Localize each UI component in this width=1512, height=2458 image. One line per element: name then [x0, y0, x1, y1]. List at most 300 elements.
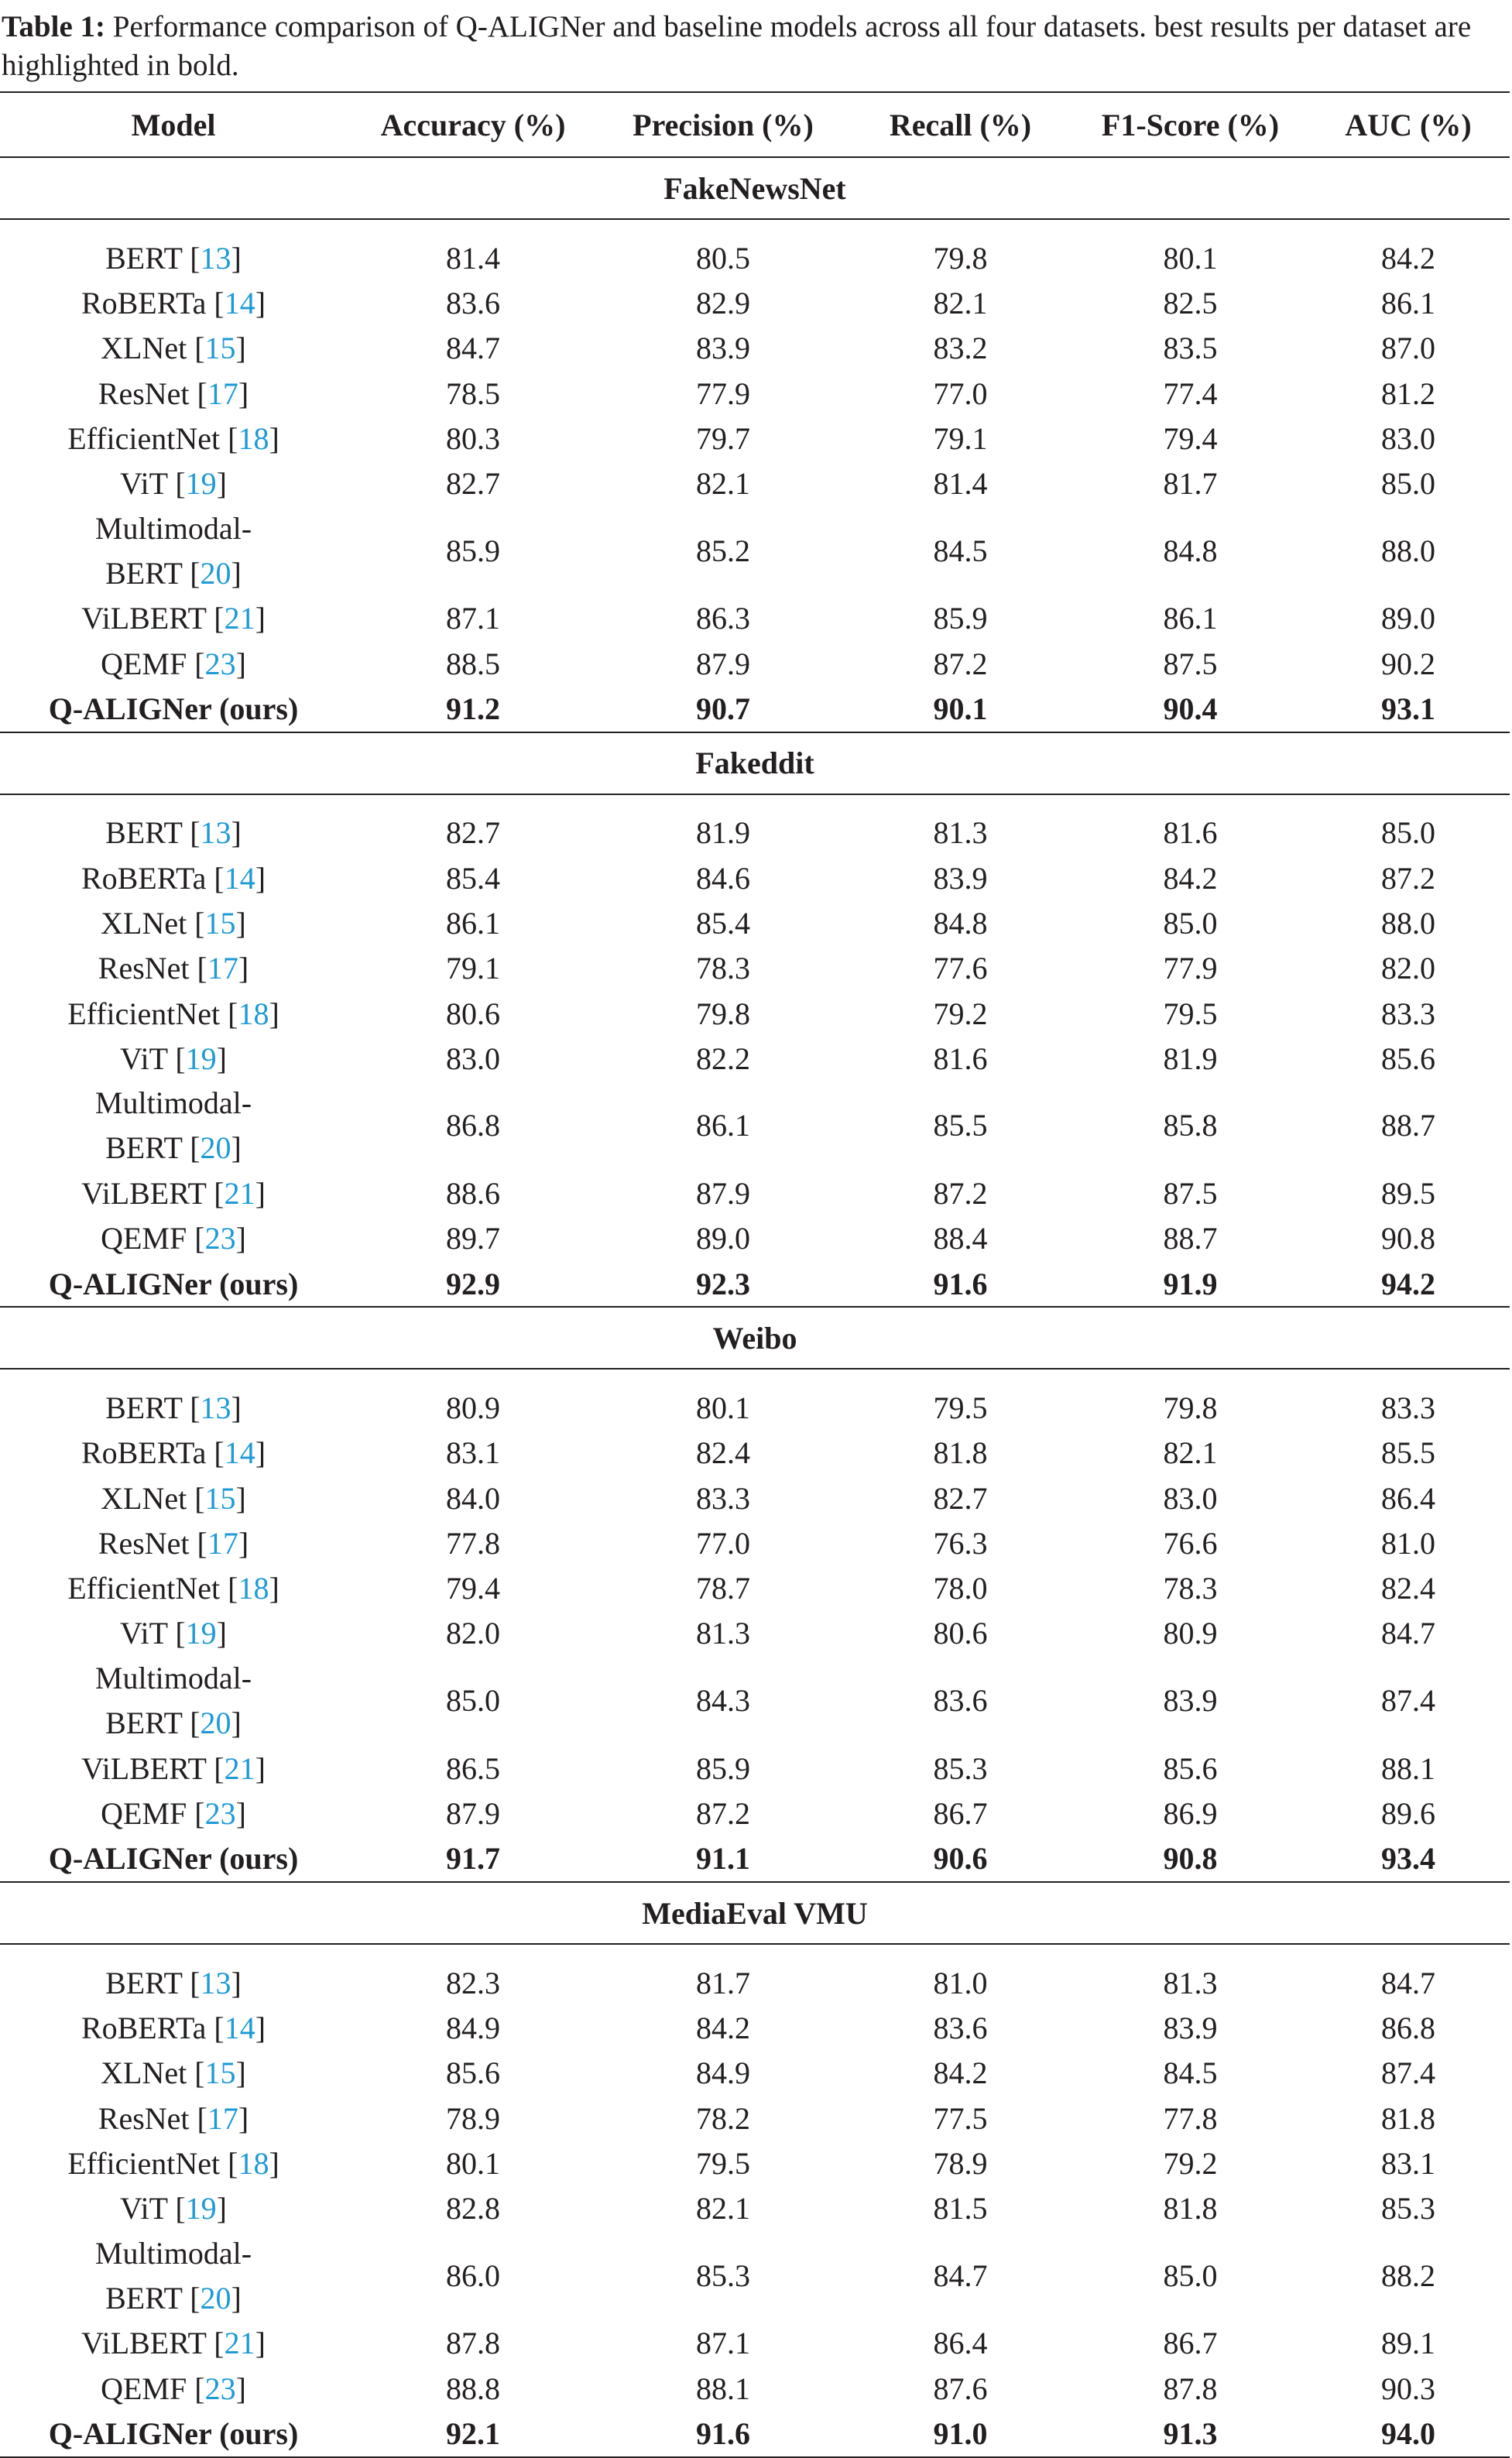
table-row: [0, 1476, 1510, 1520]
auc-cell: 87.4: [1381, 2055, 1435, 2091]
accuracy-cell: 82.8: [446, 2191, 500, 2227]
table-body: [0, 157, 1510, 2457]
section-title: FakeNewsNet: [0, 157, 1510, 219]
model-cell: XLNet [15]: [101, 2055, 246, 2091]
model-name: XLNet: [101, 2055, 187, 2091]
model-cell: XLNet [15]: [101, 905, 246, 941]
auc-cell: 88.7: [1381, 1108, 1435, 1143]
table-row: [0, 1431, 1510, 1476]
auc-cell: 84.7: [1381, 1616, 1435, 1651]
table-row: [0, 1036, 1510, 1081]
recall-cell: 79.1: [933, 420, 988, 456]
header-recall: Recall (%): [847, 92, 1074, 157]
f1-cell: 83.0: [1163, 1480, 1218, 1516]
model-cell: ViLBERT [21]: [81, 1176, 266, 1212]
model-name: Multimodal-: [94, 2235, 252, 2271]
recall-cell: 84.8: [933, 905, 988, 941]
precision-cell: 77.0: [696, 1525, 750, 1561]
model-name: Multimodal-: [94, 510, 252, 546]
auc-cell: 81.0: [1381, 1525, 1435, 1561]
f1-cell: 87.5: [1163, 1176, 1218, 1212]
citation-link[interactable]: 19: [185, 2191, 217, 2227]
table-row: [0, 2321, 1510, 2366]
citation-link[interactable]: 15: [204, 905, 236, 941]
table-row: [0, 2005, 1510, 2050]
model-cell: [0, 1261, 347, 1307]
precision-cell: 80.1: [696, 1390, 750, 1425]
recall-cell: 83.9: [933, 860, 988, 896]
auc-cell: 83.1: [1381, 2145, 1435, 2181]
accuracy-cell: 82.7: [446, 466, 500, 502]
model-cell: RoBERTa [14]: [81, 2010, 266, 2045]
precision-cell: 82.2: [696, 1040, 750, 1076]
accuracy-cell: 78.5: [446, 375, 500, 411]
table-row: [0, 1611, 1510, 1656]
precision-cell: 83.9: [696, 331, 750, 366]
model-cell: ViLBERT [21]: [81, 601, 266, 636]
model-name: ViT: [120, 466, 168, 502]
citation-link[interactable]: 20: [200, 1130, 231, 1166]
citation-link[interactable]: 21: [224, 601, 255, 636]
table-row: [0, 371, 1510, 416]
recall-cell: 78.9: [933, 2145, 988, 2181]
model-name: EfficientNet: [67, 996, 221, 1031]
recall-cell: 79.5: [933, 1390, 988, 1425]
accuracy-cell: 84.9: [446, 2010, 500, 2045]
section-row: [0, 157, 1510, 219]
f1-cell: 76.6: [1163, 1525, 1218, 1561]
precision-cell: 91.1: [599, 1836, 847, 1882]
table-row: [0, 326, 1510, 371]
model-cell: ResNet [17]: [98, 375, 249, 411]
table-row: [0, 2096, 1510, 2141]
precision-cell: 81.7: [696, 1965, 750, 2000]
precision-cell: 90.7: [599, 686, 847, 732]
table-row: [0, 1656, 1510, 1746]
model-name: ResNet: [98, 2100, 190, 2136]
citation-link[interactable]: 21: [224, 1176, 255, 1212]
auc-cell: 85.0: [1381, 815, 1435, 851]
auc-cell: 94.0: [1307, 2411, 1510, 2456]
auc-cell: 85.5: [1381, 1435, 1435, 1471]
table-row: [0, 506, 1510, 596]
model-name: EfficientNet: [67, 420, 221, 456]
precision-cell: 87.2: [696, 1796, 750, 1832]
f1-cell: 82.1: [1163, 1435, 1218, 1471]
caption-text: Performance comparison of Q-ALIGNer and baseline models across all four datasets. best results per dataset are highlighted in bold.: [2, 10, 1472, 82]
model-name: ResNet: [98, 951, 190, 986]
model-name-continued: BERT: [105, 1706, 183, 1741]
accuracy-cell: 85.0: [446, 1683, 500, 1719]
header-model: Model: [0, 92, 347, 157]
citation-link[interactable]: 17: [207, 2100, 238, 2136]
precision-cell: 84.9: [696, 2055, 750, 2091]
accuracy-cell: 77.8: [446, 1525, 500, 1561]
section-row: [0, 732, 1510, 794]
model-cell: EfficientNet [18]: [67, 420, 279, 456]
table-row: [0, 2366, 1510, 2411]
model-cell: EfficientNet [18]: [67, 996, 279, 1031]
header-auc: AUC (%): [1307, 92, 1510, 157]
recall-cell: 87.6: [933, 2371, 988, 2406]
accuracy-cell: 88.6: [446, 1176, 500, 1212]
recall-cell: 87.2: [933, 646, 988, 681]
model-cell: ResNet [17]: [98, 1525, 249, 1561]
model-cell: ViT [19]: [120, 1616, 227, 1651]
citation-link[interactable]: 15: [204, 1480, 236, 1516]
table-caption: [2, 8, 1507, 85]
table-row: [0, 219, 1510, 280]
model-cell: QEMF [23]: [101, 1221, 246, 1256]
f1-cell: 87.5: [1163, 646, 1218, 681]
f1-cell: 80.9: [1163, 1616, 1218, 1651]
model-name-continued: BERT: [105, 1130, 183, 1166]
model-name: Q-ALIGNer (ours): [48, 1841, 299, 1877]
f1-cell: 85.8: [1163, 1108, 1218, 1143]
precision-cell: 78.3: [696, 951, 750, 986]
auc-cell: 90.3: [1381, 2371, 1435, 2406]
precision-cell: 86.3: [696, 601, 750, 636]
table-row: [0, 2141, 1510, 2185]
table-row: [0, 2231, 1510, 2321]
model-cell: ViT [19]: [120, 2191, 227, 2227]
citation-link[interactable]: 20: [200, 555, 231, 591]
recall-cell: 79.2: [933, 996, 988, 1031]
precision-cell: 85.4: [696, 905, 750, 941]
section-row: [0, 1307, 1510, 1369]
citation-link[interactable]: 18: [238, 1571, 269, 1606]
model-cell: BERT [13]: [105, 1390, 242, 1425]
precision-cell: 82.4: [696, 1435, 750, 1471]
model-name: RoBERTa: [81, 2010, 207, 2045]
model-cell: Multimodal- BERT [20]: [94, 510, 252, 591]
model-cell: ViLBERT [21]: [81, 1750, 266, 1786]
precision-cell: 80.5: [696, 240, 750, 276]
table-row: [0, 1944, 1510, 2005]
accuracy-cell: 79.1: [446, 951, 500, 986]
f1-cell: 77.4: [1163, 375, 1218, 411]
citation-link[interactable]: 21: [224, 1750, 255, 1786]
f1-cell: 81.9: [1163, 1040, 1218, 1076]
accuracy-cell: 80.3: [446, 420, 500, 456]
precision-cell: 81.3: [696, 1616, 750, 1651]
table-row: [0, 416, 1510, 461]
precision-cell: 82.1: [696, 2191, 750, 2227]
citation-link[interactable]: 14: [224, 285, 255, 321]
f1-cell: 79.4: [1163, 420, 1218, 456]
model-name: ViT: [120, 2191, 168, 2227]
recall-cell: 86.7: [933, 1796, 988, 1832]
header-accuracy: Accuracy (%): [347, 92, 599, 157]
model-cell: ViLBERT [21]: [81, 2326, 266, 2361]
citation-link[interactable]: 18: [238, 2145, 269, 2181]
accuracy-cell: 82.3: [446, 1965, 500, 2000]
table-row: [0, 794, 1510, 855]
recall-cell: 83.2: [933, 331, 988, 366]
recall-cell: 77.6: [933, 951, 988, 986]
precision-cell: 79.5: [696, 2145, 750, 2181]
table-row: [0, 1171, 1510, 1215]
table-row: [0, 1216, 1510, 1261]
table-row: [0, 1261, 1510, 1307]
model-name: QEMF: [101, 1796, 187, 1832]
model-cell: BERT [13]: [105, 1965, 242, 2000]
recall-cell: 88.4: [933, 1221, 988, 1256]
table-row: [0, 596, 1510, 641]
citation-link[interactable]: 23: [204, 646, 236, 681]
auc-cell: 81.8: [1381, 2100, 1435, 2136]
f1-cell: 79.8: [1163, 1390, 1218, 1425]
table-row: [0, 2411, 1510, 2456]
auc-cell: 88.0: [1381, 533, 1435, 568]
f1-cell: 77.8: [1163, 2100, 1218, 2136]
recall-cell: 77.0: [933, 375, 988, 411]
citation-link[interactable]: 21: [224, 2326, 255, 2361]
model-name: BERT: [105, 1965, 183, 2000]
recall-cell: 81.0: [933, 1965, 988, 2000]
auc-cell: 82.4: [1381, 1571, 1435, 1606]
accuracy-cell: 89.7: [446, 1221, 500, 1256]
table-header: [0, 92, 1510, 157]
citation-link[interactable]: 14: [224, 860, 255, 896]
f1-cell: 90.8: [1074, 1836, 1307, 1882]
f1-cell: 88.7: [1163, 1221, 1218, 1256]
citation-link[interactable]: 14: [224, 2010, 255, 2045]
precision-cell: 84.3: [696, 1683, 750, 1719]
auc-cell: 93.1: [1307, 686, 1510, 732]
citation-link[interactable]: 13: [200, 815, 231, 851]
model-cell: BERT [13]: [105, 815, 242, 851]
model-cell: Multimodal- BERT [20]: [94, 1661, 252, 1741]
f1-cell: 79.2: [1163, 2145, 1218, 2181]
f1-cell: 78.3: [1163, 1571, 1218, 1606]
accuracy-cell: 88.5: [446, 646, 500, 681]
accuracy-cell: 85.9: [446, 533, 500, 568]
auc-cell: 86.1: [1381, 285, 1435, 321]
citation-link[interactable]: 23: [204, 2371, 236, 2406]
model-name: ResNet: [98, 1525, 190, 1561]
recall-cell: 82.1: [933, 285, 988, 321]
citation-link[interactable]: 18: [238, 996, 269, 1031]
auc-cell: 88.2: [1381, 2257, 1435, 2293]
f1-cell: 81.8: [1163, 2191, 1218, 2227]
precision-cell: 78.2: [696, 2100, 750, 2136]
f1-cell: 81.7: [1163, 466, 1218, 502]
citation-link[interactable]: 19: [185, 466, 217, 502]
table-row: [0, 1791, 1510, 1836]
citation-link[interactable]: 23: [204, 1221, 236, 1256]
precision-cell: 92.3: [599, 1261, 847, 1307]
accuracy-cell: 83.0: [446, 1040, 500, 1076]
auc-cell: 90.8: [1381, 1221, 1435, 1256]
precision-cell: 84.6: [696, 860, 750, 896]
table-row: [0, 1520, 1510, 1565]
citation-link[interactable]: 18: [238, 420, 269, 456]
model-name: Multimodal-: [94, 1661, 252, 1696]
auc-cell: 88.1: [1381, 1750, 1435, 1786]
recall-cell: 85.9: [933, 601, 988, 636]
f1-cell: 81.6: [1163, 815, 1218, 851]
precision-cell: 79.7: [696, 420, 750, 456]
f1-cell: 77.9: [1163, 951, 1218, 986]
auc-cell: 89.6: [1381, 1796, 1435, 1832]
section-row: [0, 1882, 1510, 1944]
section-title: Fakeddit: [0, 732, 1510, 794]
model-name: QEMF: [101, 646, 187, 681]
table-row: [0, 461, 1510, 506]
table-row: [0, 900, 1510, 945]
accuracy-cell: 87.8: [446, 2326, 500, 2361]
table-row: [0, 2051, 1510, 2096]
citation-link[interactable]: 20: [200, 1706, 231, 1741]
accuracy-cell: 83.1: [446, 1435, 500, 1471]
f1-cell: 81.3: [1163, 1965, 1218, 2000]
accuracy-cell: 92.9: [347, 1261, 599, 1307]
f1-cell: 86.9: [1163, 1796, 1218, 1832]
accuracy-cell: 86.5: [446, 1750, 500, 1786]
precision-cell: 89.0: [696, 1221, 750, 1256]
table-row: [0, 641, 1510, 686]
accuracy-cell: 84.7: [446, 331, 500, 366]
model-name: XLNet: [101, 905, 187, 941]
recall-cell: 87.2: [933, 1176, 988, 1212]
auc-cell: 83.3: [1381, 996, 1435, 1031]
model-name: ViLBERT: [81, 1176, 207, 1212]
recall-cell: 77.5: [933, 2100, 988, 2136]
model-name: Multimodal-: [94, 1085, 252, 1121]
header-precision: Precision (%): [599, 92, 847, 157]
precision-cell: 82.9: [696, 285, 750, 321]
model-cell: EfficientNet [18]: [67, 1571, 279, 1606]
model-cell: XLNet [15]: [101, 331, 246, 366]
f1-cell: 82.5: [1163, 285, 1218, 321]
model-cell: QEMF [23]: [101, 646, 246, 681]
citation-link[interactable]: 15: [204, 331, 236, 366]
accuracy-cell: 81.4: [446, 240, 500, 276]
model-name: ViLBERT: [81, 601, 207, 636]
recall-cell: 85.3: [933, 1750, 988, 1786]
model-name: RoBERTa: [81, 1435, 207, 1471]
f1-cell: 84.2: [1163, 860, 1218, 896]
f1-cell: 86.7: [1163, 2326, 1218, 2361]
model-name: RoBERTa: [81, 860, 207, 896]
accuracy-cell: 85.4: [446, 860, 500, 896]
model-name: ResNet: [98, 375, 190, 411]
table-row: [0, 1369, 1510, 1430]
accuracy-cell: 92.1: [347, 2411, 599, 2456]
model-name: Q-ALIGNer (ours): [48, 1266, 299, 1301]
recall-cell: 79.8: [933, 240, 988, 276]
model-name: BERT: [105, 1390, 183, 1425]
model-cell: RoBERTa [14]: [81, 860, 266, 896]
table-row: [0, 2186, 1510, 2231]
model-name: ViT: [120, 1616, 168, 1651]
citation-link[interactable]: 19: [185, 1616, 217, 1651]
citation-link[interactable]: 20: [200, 2280, 231, 2316]
model-cell: Multimodal- BERT [20]: [94, 2235, 252, 2316]
model-name: EfficientNet: [67, 1571, 221, 1606]
model-name: XLNet: [101, 331, 187, 366]
recall-cell: 80.6: [933, 1616, 988, 1651]
recall-cell: 83.6: [933, 2010, 988, 2045]
model-cell: ViT [19]: [120, 466, 227, 502]
table-row: [0, 686, 1510, 732]
f1-cell: 83.9: [1163, 1683, 1218, 1719]
table-row: [0, 991, 1510, 1036]
model-cell: [0, 1836, 347, 1882]
recall-cell: 81.8: [933, 1435, 988, 1471]
precision-cell: 91.6: [599, 2411, 847, 2456]
citation-link[interactable]: 14: [224, 1435, 255, 1471]
model-cell: QEMF [23]: [101, 2371, 246, 2406]
accuracy-cell: 86.0: [446, 2257, 500, 2293]
auc-cell: 84.7: [1381, 1965, 1435, 2000]
recall-cell: 91.0: [847, 2411, 1074, 2456]
model-name: RoBERTa: [81, 285, 207, 321]
citation-link[interactable]: 17: [207, 1525, 238, 1561]
caption-label: Table 1:: [2, 10, 106, 43]
citation-link[interactable]: 17: [207, 951, 238, 986]
auc-cell: 88.0: [1381, 905, 1435, 941]
auc-cell: 89.1: [1381, 2326, 1435, 2361]
citation-link[interactable]: 17: [207, 375, 238, 411]
model-cell: ViT [19]: [120, 1040, 227, 1076]
auc-cell: 89.5: [1381, 1176, 1435, 1212]
accuracy-cell: 88.8: [446, 2371, 500, 2406]
precision-cell: 88.1: [696, 2371, 750, 2406]
table-row: [0, 855, 1510, 900]
auc-cell: 87.0: [1381, 331, 1435, 366]
model-name: BERT: [105, 240, 183, 276]
precision-cell: 79.8: [696, 996, 750, 1031]
model-name: Q-ALIGNer (ours): [48, 691, 299, 727]
accuracy-cell: 86.8: [446, 1108, 500, 1143]
citation-link[interactable]: 15: [204, 2055, 236, 2091]
auc-cell: 90.2: [1381, 646, 1435, 681]
f1-cell: 79.5: [1163, 996, 1218, 1031]
citation-link[interactable]: 19: [185, 1040, 217, 1076]
auc-cell: 85.6: [1381, 1040, 1435, 1076]
citation-link[interactable]: 13: [200, 1965, 231, 2000]
f1-cell: 91.9: [1074, 1261, 1307, 1307]
accuracy-cell: 91.2: [347, 686, 599, 732]
citation-link[interactable]: 13: [200, 240, 231, 276]
accuracy-cell: 86.1: [446, 905, 500, 941]
citation-link[interactable]: 13: [200, 1390, 231, 1425]
model-cell: EfficientNet [18]: [67, 2145, 279, 2181]
accuracy-cell: 80.9: [446, 1390, 500, 1425]
recall-cell: 84.7: [933, 2257, 988, 2293]
f1-cell: 85.6: [1163, 1750, 1218, 1786]
model-cell: ResNet [17]: [98, 951, 249, 986]
auc-cell: 84.2: [1381, 240, 1435, 276]
precision-cell: 87.9: [696, 646, 750, 681]
results-table: [0, 91, 1510, 2458]
recall-cell: 90.1: [847, 686, 1074, 732]
auc-cell: 83.3: [1381, 1390, 1435, 1425]
model-cell: [0, 2411, 347, 2456]
precision-cell: 86.1: [696, 1108, 750, 1143]
auc-cell: 93.4: [1307, 1836, 1510, 1882]
citation-link[interactable]: 23: [204, 1796, 236, 1832]
auc-cell: 94.2: [1307, 1261, 1510, 1307]
auc-cell: 82.0: [1381, 951, 1435, 986]
precision-cell: 85.3: [696, 2257, 750, 2293]
accuracy-cell: 83.6: [446, 285, 500, 321]
f1-cell: 84.8: [1163, 533, 1218, 568]
model-name: EfficientNet: [67, 2145, 221, 2181]
recall-cell: 83.6: [933, 1683, 988, 1719]
